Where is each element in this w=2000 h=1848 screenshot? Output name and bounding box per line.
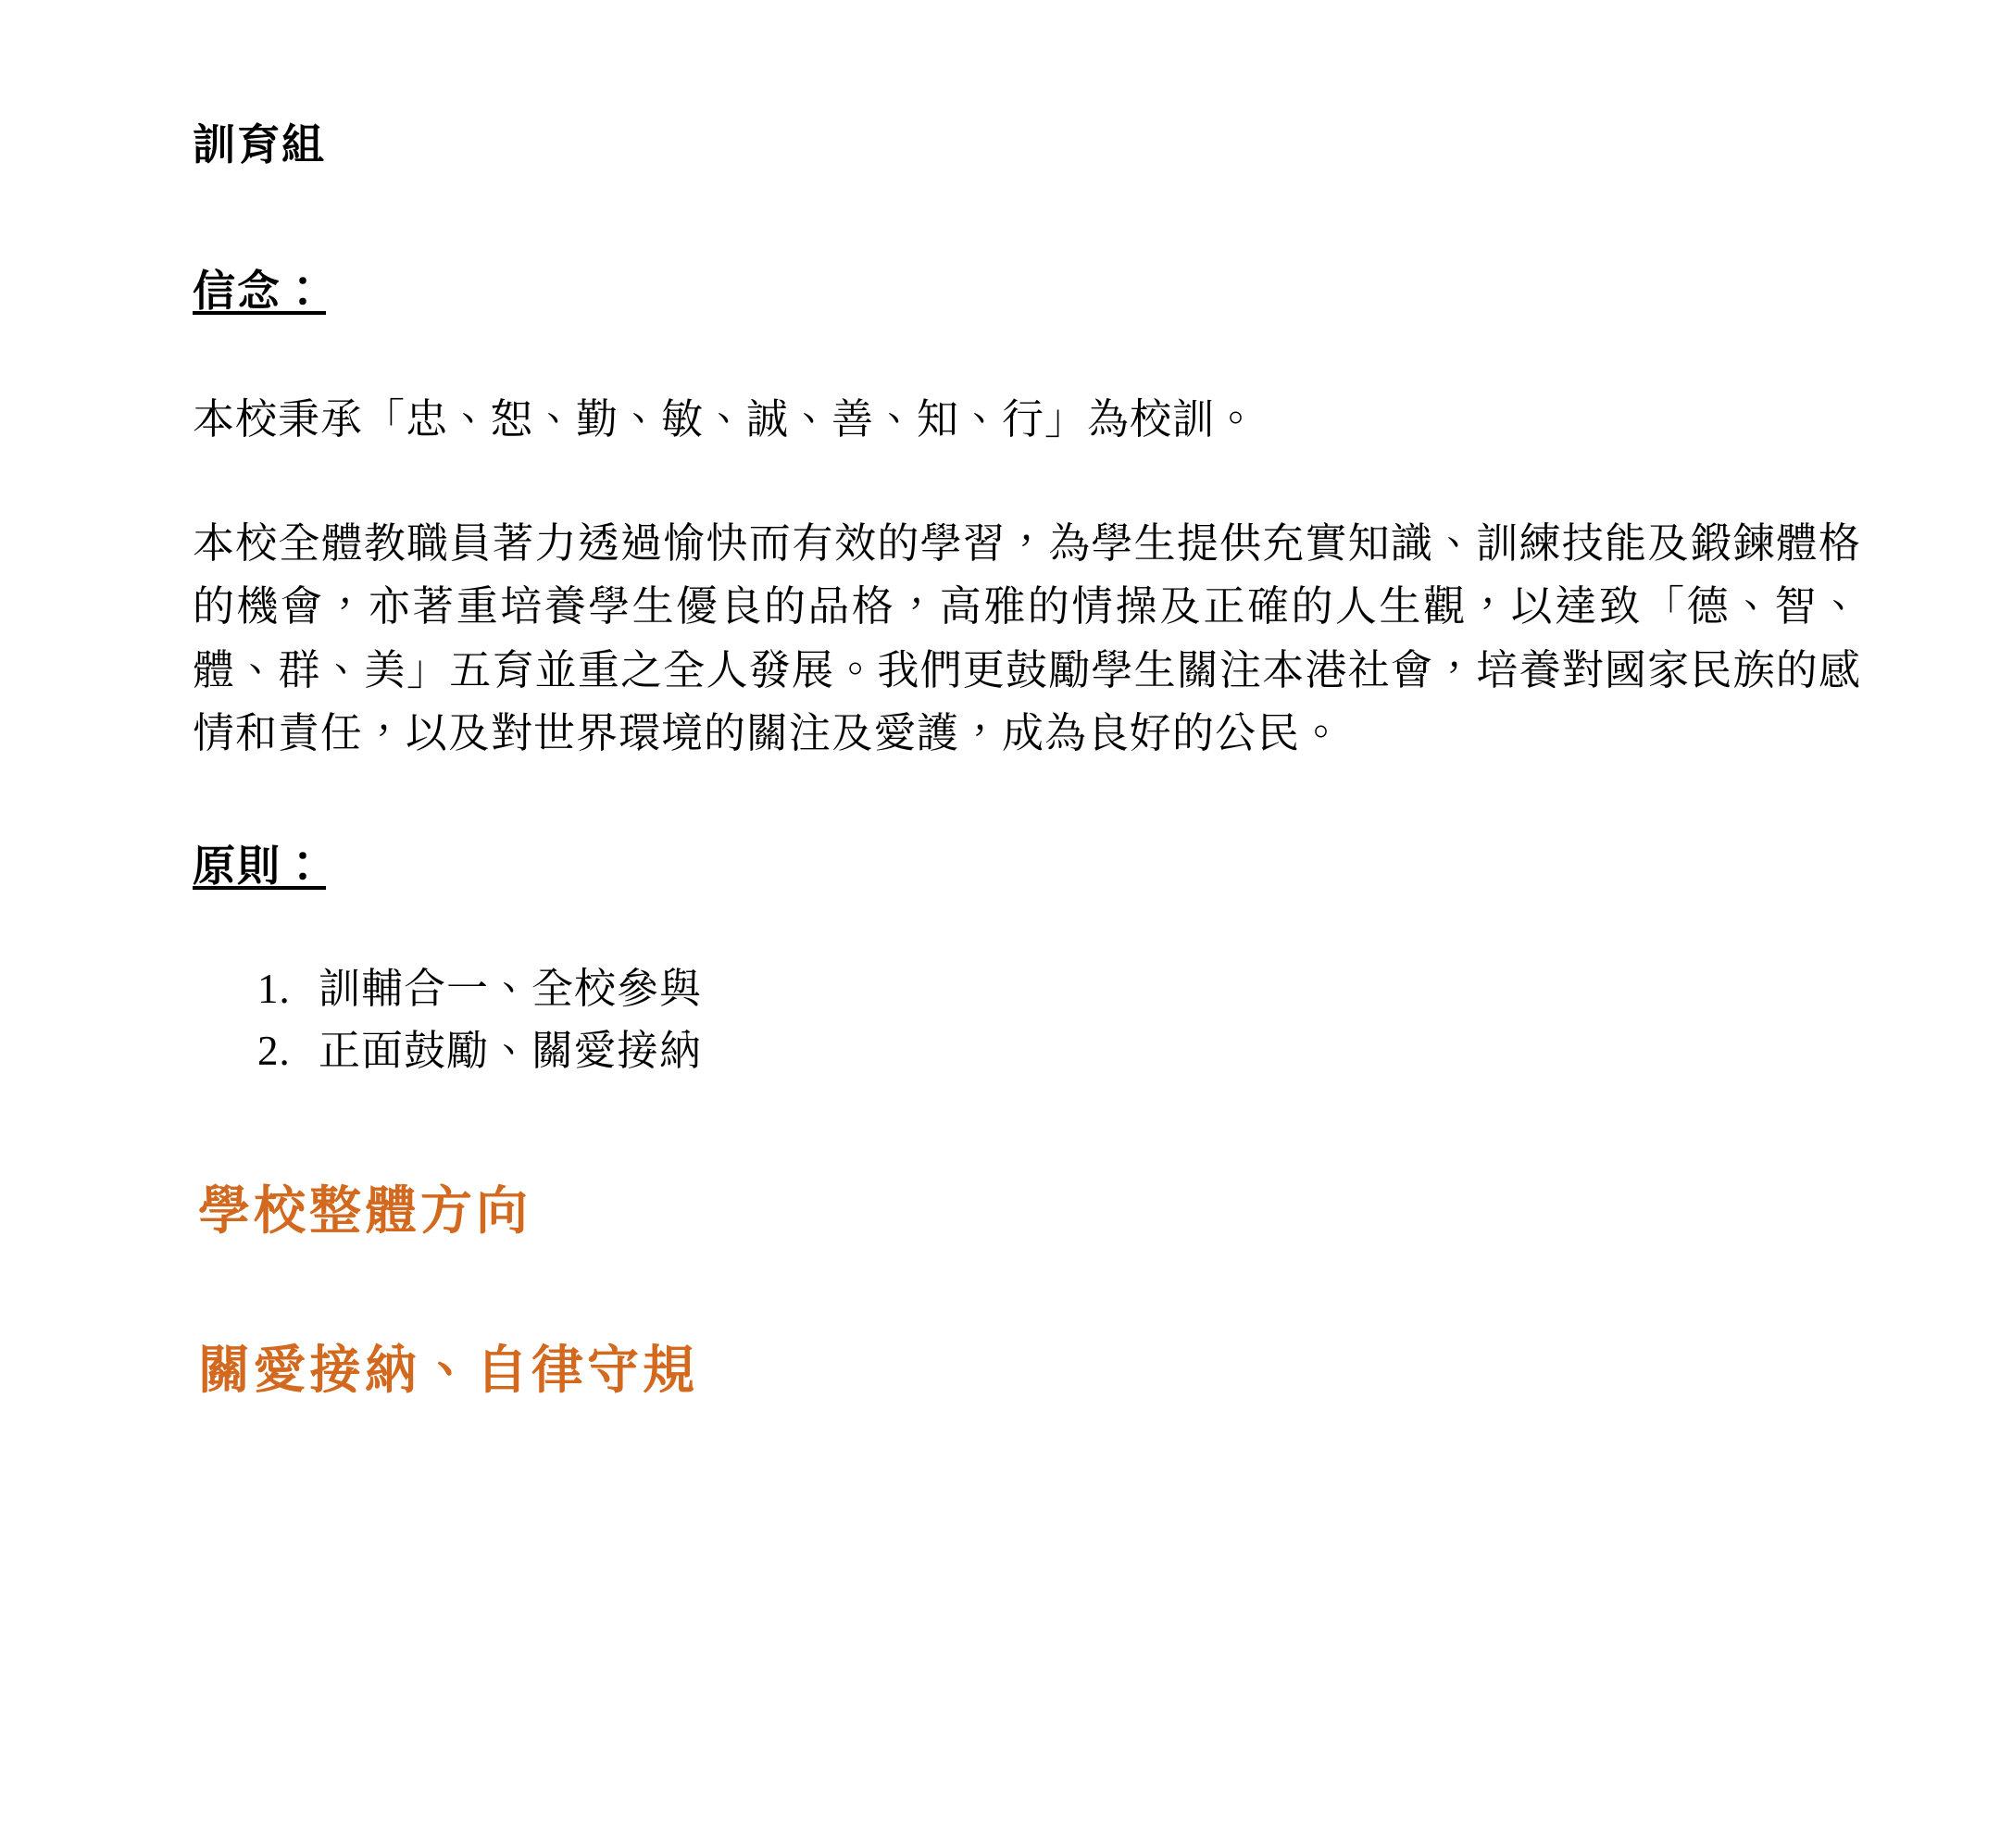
list-item: 2. 正面鼓勵、關愛接納 <box>302 1022 1861 1081</box>
principles-list <box>185 960 1861 1082</box>
spacer <box>185 766 1861 832</box>
spacer <box>185 1244 1861 1330</box>
spacer <box>185 1085 1861 1170</box>
accent-heading-theme: 關愛接納、自律守規 <box>198 1342 698 1401</box>
belief-label-text: 信念： <box>193 268 326 315</box>
page-title: 訓育組 <box>193 121 326 169</box>
belief-section-label <box>193 257 1861 318</box>
accent-heading-school-direction: 學校整體方向 <box>198 1183 531 1242</box>
principles-section-label <box>193 832 1861 893</box>
principles-label-text: 原則： <box>193 842 326 890</box>
spacer <box>185 318 1861 385</box>
spacer <box>185 172 1861 257</box>
belief-paragraph: 本校全體教職員著力透過愉快而有效的學習，為學生提供充實知識、訓練技能及鍛鍊體格的機會，亦著重培養學生優良的品格，高雅的情操及正確的人生觀，以達致「德、智、體、群、美」五育並重之全人發展。我們更鼓勵學生關注本港社會，培養對國家民族的感情和責任，以及對世界環境的關注及愛護，成為良好的公民。 <box>193 520 1861 757</box>
school-motto-line: 本校秉承「忠、恕、勤、敏、誠、善、知、行」為校訓。 <box>193 396 1258 443</box>
spacer <box>185 893 1861 960</box>
list-item: 1. 訓輔合一、全校參與 <box>302 960 1861 1019</box>
spacer <box>185 445 1861 512</box>
